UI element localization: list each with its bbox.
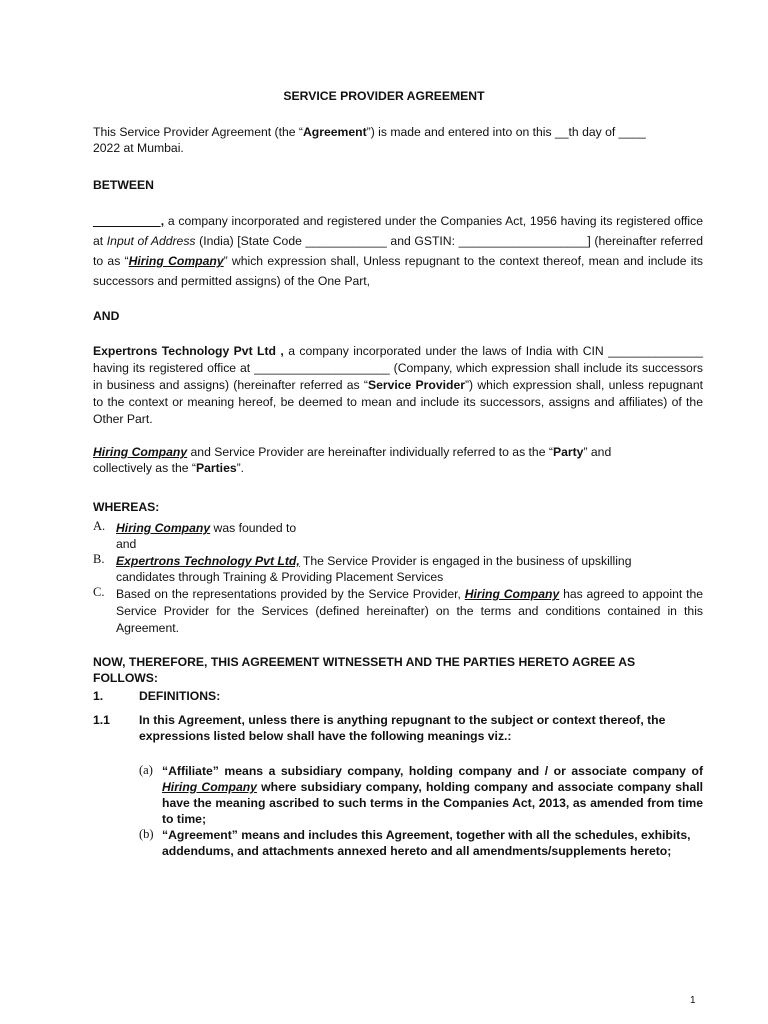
whereas-b-text: Expertrons Technology Pvt Ltd, The Service Provider is engaged in the business of upskilling candidates through Training & Providing Placement Services [116, 554, 632, 584]
document-title: SERVICE PROVIDER AGREEMENT [283, 89, 485, 103]
parties-paragraph: Hiring Company and Service Provider are hereinafter individually referred to as the “Party” and collectively as the “Parties”. [93, 445, 612, 475]
definition-b-label: (b) [139, 827, 154, 841]
section-1-number: 1. [93, 689, 104, 703]
section-1-heading: DEFINITIONS: [139, 689, 221, 703]
whereas-c-text: Based on the representations provided by the Service Provider, Hiring Company has agreed to appoint the Service Provider for the Services (defined hereinafter) on the terms and conditions contained in this Agreement. [116, 587, 704, 635]
clause-1-1-number: 1.1 [93, 713, 110, 727]
whereas-c-label: C. [93, 585, 105, 599]
whereas-b-label: B. [93, 552, 105, 566]
party-one-paragraph: __________, a company incorporated and registered under the Companies Act, 1956 having its registered office at Input of Address (India) [State Code ____________ and GSTIN: ___________________] (hereinafter referred to as “Hiring Company” which expression shall, Unless repugnant to the context thereof, mean and include its successors and permitted assigns) of the One Part, [93, 214, 703, 288]
whereas-a-label: A. [93, 519, 106, 533]
definition-affiliate: “Affiliate” means a subsidiary company, holding company and / or associate company of Hiring Company where subsidiary company, holding company and associate company shall have the meaning ascribed to such terms in the Companies Act, 2013, as amended from time to time; [162, 764, 703, 826]
definition-a-label: (a) [139, 763, 153, 777]
whereas-a-text: Hiring Company was founded to and [116, 521, 297, 551]
definition-agreement: “Agreement” means and includes this Agreement, together with all the schedules, exhibits, addendums, and attachments annexed hereto and all amendments/supplements hereto; [162, 828, 691, 858]
now-therefore-heading: NOW, THEREFORE, THIS AGREEMENT WITNESSETH AND THE PARTIES HERETO AGREE AS FOLLOWS: [93, 655, 636, 685]
clause-1-1-text: In this Agreement, unless there is anything repugnant to the subject or context thereof, the expressions listed below shall have the following meanings viz.: [139, 713, 666, 743]
intro-paragraph: This Service Provider Agreement (the “Agreement”) is made and entered into on this __th day of ____ 2022 at Mumbai. [93, 125, 646, 155]
and-heading: AND [93, 309, 120, 323]
page-number: 1 [690, 995, 696, 1006]
between-heading: BETWEEN [93, 178, 154, 192]
whereas-heading: WHEREAS: [93, 500, 160, 514]
party-two-paragraph: Expertrons Technology Pvt Ltd , a company incorporated under the laws of India with CIN ______________ having its registered office at ____________________ (Company, which expression shall include its successors in business and assigns) (hereinafter referred as “Service Provider”) which expression shall, unless repugnant to the context or meaning hereof, be deemed to mean and include its successors, assigns and affiliates) of the Other Part. [93, 344, 704, 426]
